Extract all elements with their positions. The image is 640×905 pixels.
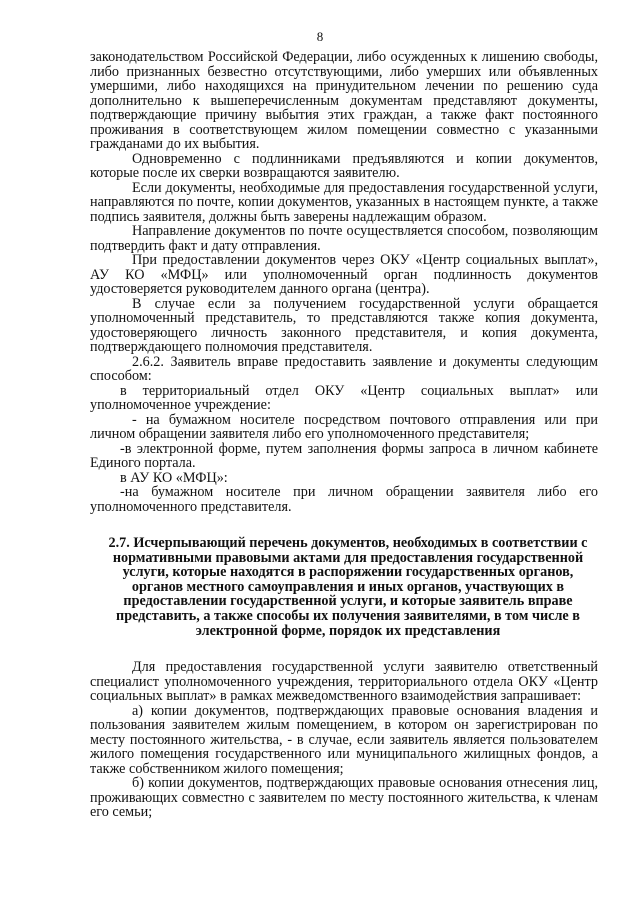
- list-item-electronic: -в электронной форме, путем заполнения формы запроса в личном кабинете Единого портала.: [90, 440, 598, 471]
- section-heading-2-7: 2.7. Исчерпывающий перечень документов, необходимых в соответствии с нормативными правовыми актами для предоставления государственной услуги, которые находятся в распоряжении государственных органов, органов местного самоуправления и иных органов, участвующих в предоставлении государственной услуги, и которые заявитель вправе представить, а также способы их получения заявителями, в том числе в электронной форме, порядок их представления: [108, 535, 588, 639]
- paragraph-mail-copies: Если документы, необходимые для предоставления государственной услуги, направляются по почте, копии документов, указанных в настоящем пункте, а также подпись заявителя, должны быть заверены надлежащим образом.: [90, 179, 598, 225]
- paragraph-authentication: При предоставлении документов через ОКУ «Центр социальных выплат», АУ КО «МФЦ» или уполномоченный орган подлинность документов удостоверяется руководителем данного органа (центра).: [90, 252, 598, 297]
- paragraph-continuation: законодательством Российской Федерации, либо осужденных к лишению свободы, либо признанных безвестно отсутствующими, либо умерших или объявленных умершими, либо находящихся на принудительном лечении по решению суда дополнительно к вышеперечисленным документам представляют документы, подтверждающие причину выбытия этих граждан, а также факт постоянного проживания в соответствующем жилом помещении совместно с указанными гражданами до их выбытия.: [90, 49, 598, 152]
- paragraph-mfc: в АУ КО «МФЦ»:: [120, 469, 228, 486]
- list-item-a: а) копии документов, подтверждающих правовые основания владения и пользования заявителем жилым помещением, в котором он зарегистрирован по месту постоянного жительства, - в случае, если заявитель является пользователем жилого помещения государственного или муниципального жилищных фондов, а также собственником жилого помещения;: [90, 702, 598, 777]
- list-item-b: б) копии документов, подтверждающих правовые основания отнесения лиц, проживающих совместно с заявителем по месту постоянного жительства, к членам его семьи;: [90, 775, 598, 820]
- paragraph-territorial-office: в территориальный отдел ОКУ «Центр социальных выплат» или уполномоченное учреждение:: [90, 382, 598, 413]
- list-item-paper: - на бумажном носителе посредством почтового отправления или при личном обращении заявителя либо его уполномоченного представителя;: [90, 411, 598, 442]
- page-number: 8: [316, 29, 324, 44]
- body-top: [90, 50, 598, 514]
- paragraph-mail-method: Направление документов по почте осуществляется способом, позволяющим подтвердить факт и дату отправления.: [90, 223, 598, 254]
- paragraph-2-6-2: 2.6.2. Заявитель вправе предоставить заявление и документы следующим способом:: [90, 353, 598, 384]
- body-bottom: [90, 660, 598, 820]
- paragraph-request-intro: Для предоставления государственной услуги заявителю ответственный специалист уполномоченного учреждения, территориального отдела ОКУ «Центр социальных выплат» в рамках межведомственного взаимодействия запрашивает:: [90, 659, 598, 704]
- paragraph-copies: Одновременно с подлинниками предъявляются и копии документов, которые после их сверки возвращаются заявителю.: [90, 150, 598, 181]
- paragraph-representative: В случае если за получением государственной услуги обращается уполномоченный представитель, то представляются также копия документа, удостоверяющего личность законного представителя, и копия документа, подтверждающего полномочия представителя.: [90, 295, 598, 355]
- list-item-mfc-paper: -на бумажном носителе при личном обращении заявителя либо его уполномоченного представителя.: [90, 484, 598, 515]
